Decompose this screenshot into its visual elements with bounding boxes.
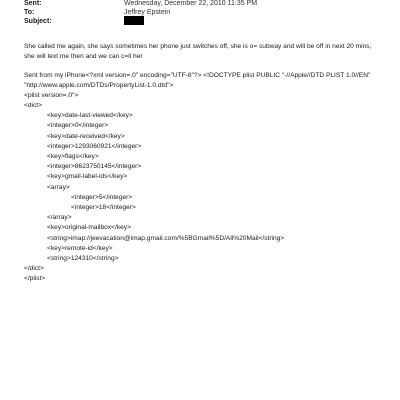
plist-code-line: </plist> <box>24 275 46 283</box>
plist-code-line: <key>date-received</key> <box>47 132 125 140</box>
plist-code-line: <string>124310</string> <box>47 255 119 262</box>
plist-code-line: <integer>0</integer> <box>47 122 109 130</box>
plist-code-line: <string>imap://jeevacation@imap.gmail.com/%5BGmail%5D/All%20Mail</string> <box>47 234 285 242</box>
to-value: Jeffrey Epstein <box>124 9 171 16</box>
plist-code-line: <array> <box>47 183 70 191</box>
plist-code-line: <dict> <box>24 102 42 109</box>
sent-value: Wednesday, December 22, 2010 11:35 PM <box>124 0 258 7</box>
plist-code-line: <integer>1293060921</integer> <box>47 142 142 150</box>
message-paragraph-line-2: she will text me then and we can c=ll her <box>24 53 143 60</box>
sent-from-line-2: "http://www.apple.com/DTDs/PropertyList-1.0.dtd"> <box>24 82 174 89</box>
subject-value <box>124 16 144 29</box>
subject-label: Subject: <box>24 18 52 25</box>
to-label: To: <box>24 9 35 16</box>
plist-code-line: </array> <box>47 214 72 222</box>
plist-open-tag: <plist version=.0"> <box>24 92 79 99</box>
message-paragraph-line-1: She called me again, she says sometimes her phone just switches off, she is o= subway and will be off in next 20 mins, <box>24 43 372 50</box>
plist-code-line: <integer>8623750145</integer> <box>47 163 142 171</box>
plist-code-line: <key>remote-id</key> <box>47 244 113 252</box>
sent-label: Sent: <box>24 0 42 7</box>
sent-from-line-1: Sent from my iPhone<?xml version=.0" encoding="UTF-8"?> <!DOCTYPE plist PUBLIC "-//Apple//DTD PLIST 1.0//EN" <box>24 72 371 79</box>
plist-code-line: <key>gmail-label-ids</key> <box>47 173 128 181</box>
plist-code-line: <key>date-last-viewed</key> <box>47 112 133 120</box>
plist-code-line: <key>original-mailbox</key> <box>47 224 131 232</box>
plist-code-line: <integer>18</integer> <box>71 204 136 211</box>
redaction-block <box>124 16 144 25</box>
plist-code-line: </dict> <box>24 265 44 273</box>
plist-code-line: <integer>5</integer> <box>71 193 133 201</box>
plist-code-line: <key>flags</key> <box>47 153 99 160</box>
